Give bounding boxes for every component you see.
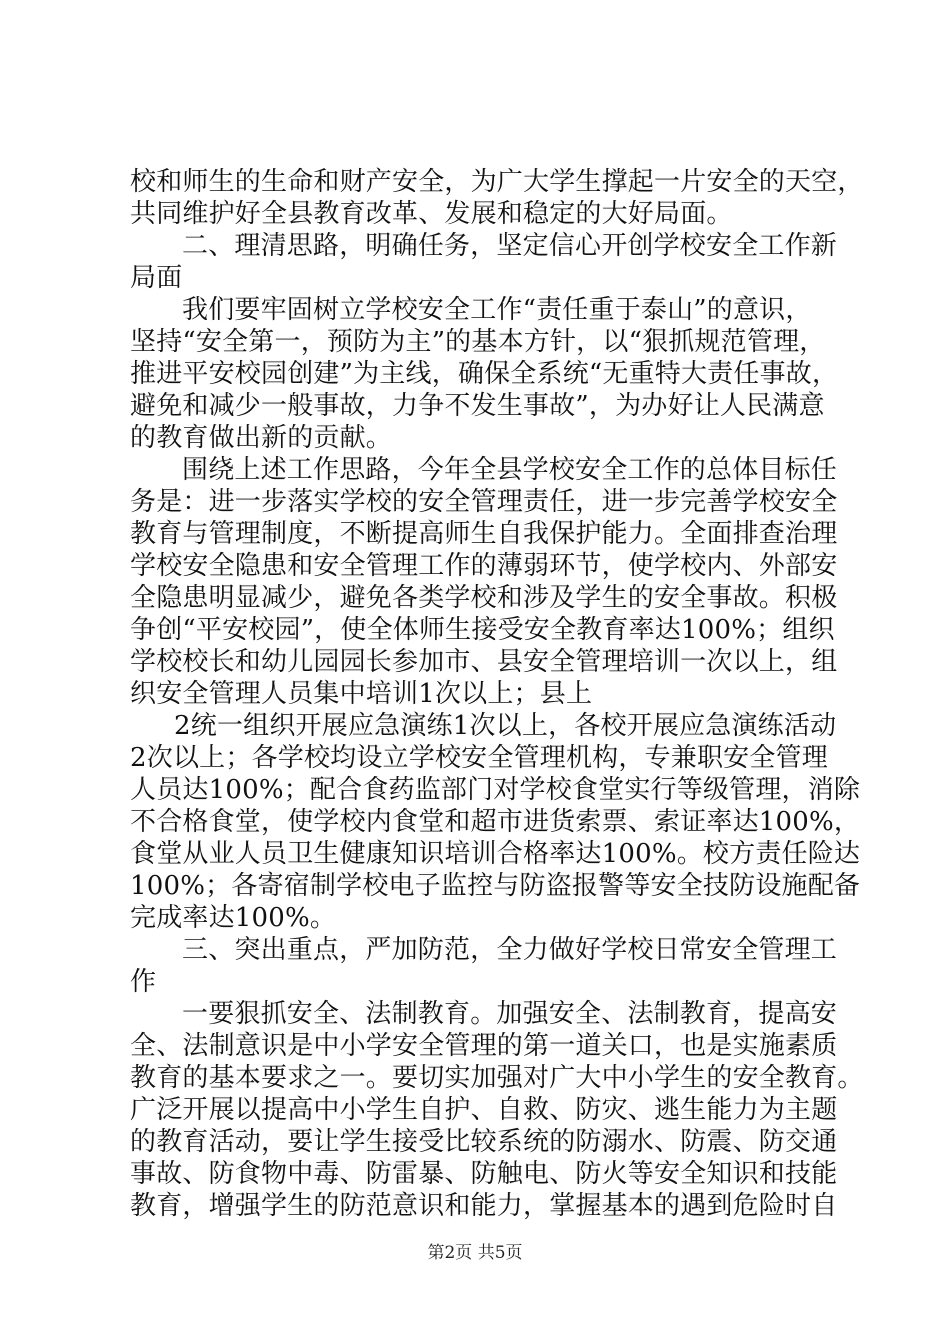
page-number: 第2页 共5页 <box>427 1243 523 1263</box>
text-line: 的教育活动，要让学生接受比较系统的防溺水、防震、防交通 <box>130 1127 838 1157</box>
text-line: 推进平安校园创建”为主线，确保全系统“无重特大责任事故， <box>130 359 839 389</box>
text-line: 的教育做出新的贡献。 <box>130 423 393 453</box>
text-line: 学校校长和幼儿园园长参加市、县安全管理培训一次以上，组 <box>130 647 838 677</box>
text-line: 广泛开展以提高中小学生自护、自救、防灾、逃生能力为主题 <box>130 1095 838 1125</box>
text-line: 食堂从业人员卫生健康知识培训合格率达100%。校方责任险达 <box>130 839 861 869</box>
text-line: 2次以上；各学校均设立学校安全管理机构，专兼职安全管理 <box>130 743 828 773</box>
section-heading-continued: 作 <box>130 967 157 997</box>
text-line: 教育，增强学生的防范意识和能力，掌握基本的遇到危险时自 <box>130 1191 838 1221</box>
text-line: 100%；各寄宿制学校电子监控与防盗报警等安全技防设施配备 <box>130 871 861 901</box>
document-body <box>130 166 864 1222</box>
text-line: 共同维护好全县教育改革、发展和稳定的大好局面。 <box>130 199 733 229</box>
text-line: 学校安全隐患和安全管理工作的薄弱环节，使学校内、外部安 <box>130 551 838 581</box>
text-line: 我们要牢固树立学校安全工作“责任重于泰山”的意识， <box>182 295 812 325</box>
text-line: 教育与管理制度，不断提高师生自我保护能力。全面排查治理 <box>130 519 838 549</box>
text-line: 教育的基本要求之一。要切实加强对广大中小学生的安全教育。 <box>130 1063 864 1093</box>
text-line: 校和师生的生命和财产安全，为广大学生撑起一片安全的天空， <box>130 167 864 197</box>
text-line: 2统一组织开展应急演练1次以上，各校开展应急演练活动 <box>174 711 837 741</box>
text-line: 完成率达100%。 <box>130 903 337 933</box>
section-heading: 三、突出重点，严加防范，全力做好学校日常安全管理工 <box>182 935 838 965</box>
text-line: 坚持“安全第一，预防为主”的基本方针，以“狠抓规范管理， <box>130 327 826 357</box>
text-line: 避免和减少一般事故，力争不发生事故”，为办好让人民满意 <box>130 391 825 421</box>
text-line: 围绕上述工作思路，今年全县学校安全工作的总体目标任 <box>182 455 838 485</box>
text-line: 争创“平安校园”，使全体师生接受安全教育率达100%；组织 <box>130 615 835 645</box>
text-line: 务是：进一步落实学校的安全管理责任，进一步完善学校安全 <box>130 487 838 517</box>
text-line: 不合格食堂，使学校内食堂和超市进货索票、索证率达100%， <box>130 807 861 837</box>
text-line: 事故、防食物中毒、防雷暴、防触电、防火等安全知识和技能 <box>130 1159 838 1189</box>
text-line: 织安全管理人员集中培训1次以上；县上 <box>130 679 593 709</box>
text-line: 全、法制意识是中小学安全管理的第一道关口，也是实施素质 <box>130 1031 838 1061</box>
section-heading: 二、理清思路，明确任务，坚定信心开创学校安全工作新 <box>182 231 838 261</box>
text-line: 人员达100%；配合食药监部门对学校食堂实行等级管理，消除 <box>130 775 861 805</box>
section-heading-continued: 局面 <box>130 263 183 293</box>
text-line: 一要狠抓安全、法制教育。加强安全、法制教育，提高安 <box>182 999 838 1029</box>
text-line: 全隐患明显减少，避免各类学校和涉及学生的安全事故。积极 <box>130 583 838 613</box>
